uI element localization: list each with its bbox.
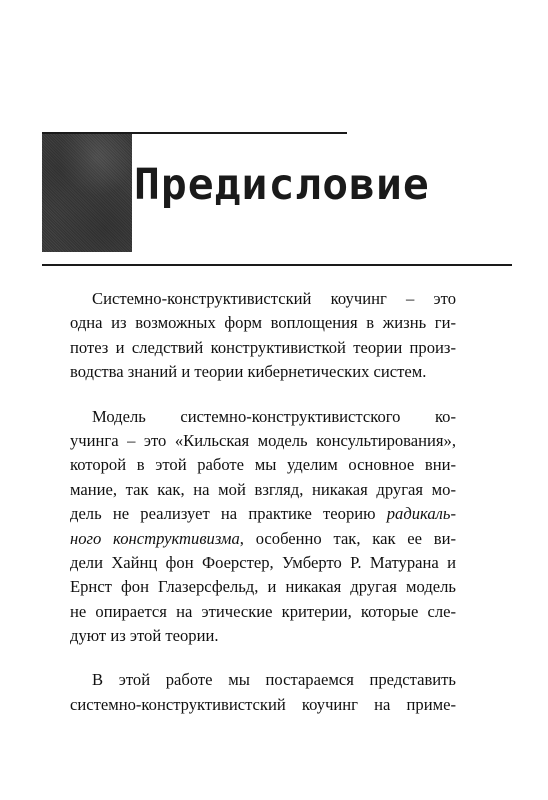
text-line: В этой работе мы постараемся представить xyxy=(92,670,456,690)
emphasis-text: ного конструктивизма xyxy=(70,528,240,548)
text-line: которой в этой работе мы уделим основное вни- xyxy=(70,455,456,475)
paragraph-1 xyxy=(70,287,456,385)
text-line: Ернст фон Глазерсфельд, и никакая другая модель xyxy=(70,577,456,597)
text-line: мание, так как, на мой взгляд, никакая другая мо- xyxy=(70,479,456,499)
text-line: водства знаний и теории кибернетических систем. xyxy=(70,362,427,382)
paragraph-3 xyxy=(70,668,456,717)
text-line: одна из возможных форм воплощения в жизнь ги- xyxy=(70,313,456,333)
chapter-heading-block xyxy=(42,134,132,252)
text-line: дуют из этой теории. xyxy=(70,626,219,646)
text-line: не опирается на этические критерии, которые сле- xyxy=(70,601,456,621)
text-line xyxy=(70,502,456,526)
text-line: учинга – это «Кильская модель консультирования», xyxy=(70,430,456,450)
body-text xyxy=(70,287,456,737)
bottom-rule xyxy=(42,264,512,266)
text-line: системно-конструктивистский коучинг на приме- xyxy=(70,694,456,714)
chapter-title: Предисловие xyxy=(134,160,430,210)
text-line: Системно-конструктивистский коучинг – это xyxy=(92,289,456,308)
paragraph-2 xyxy=(70,405,456,649)
text-line: потез и следствий конструктивисткой теории произ- xyxy=(70,337,456,357)
text-line: дели Хайнц фон Фоерстер, Умберто Р. Матурана и xyxy=(70,552,456,572)
text-line xyxy=(70,527,456,551)
text-fragment: дель не реализует на практике теорию xyxy=(70,504,376,524)
text-fragment: , особенно так, как ее ви- xyxy=(239,528,457,548)
text-line: Модель системно-конструктивистского ко- xyxy=(92,406,456,426)
emphasis-text: радикаль- xyxy=(386,504,456,524)
